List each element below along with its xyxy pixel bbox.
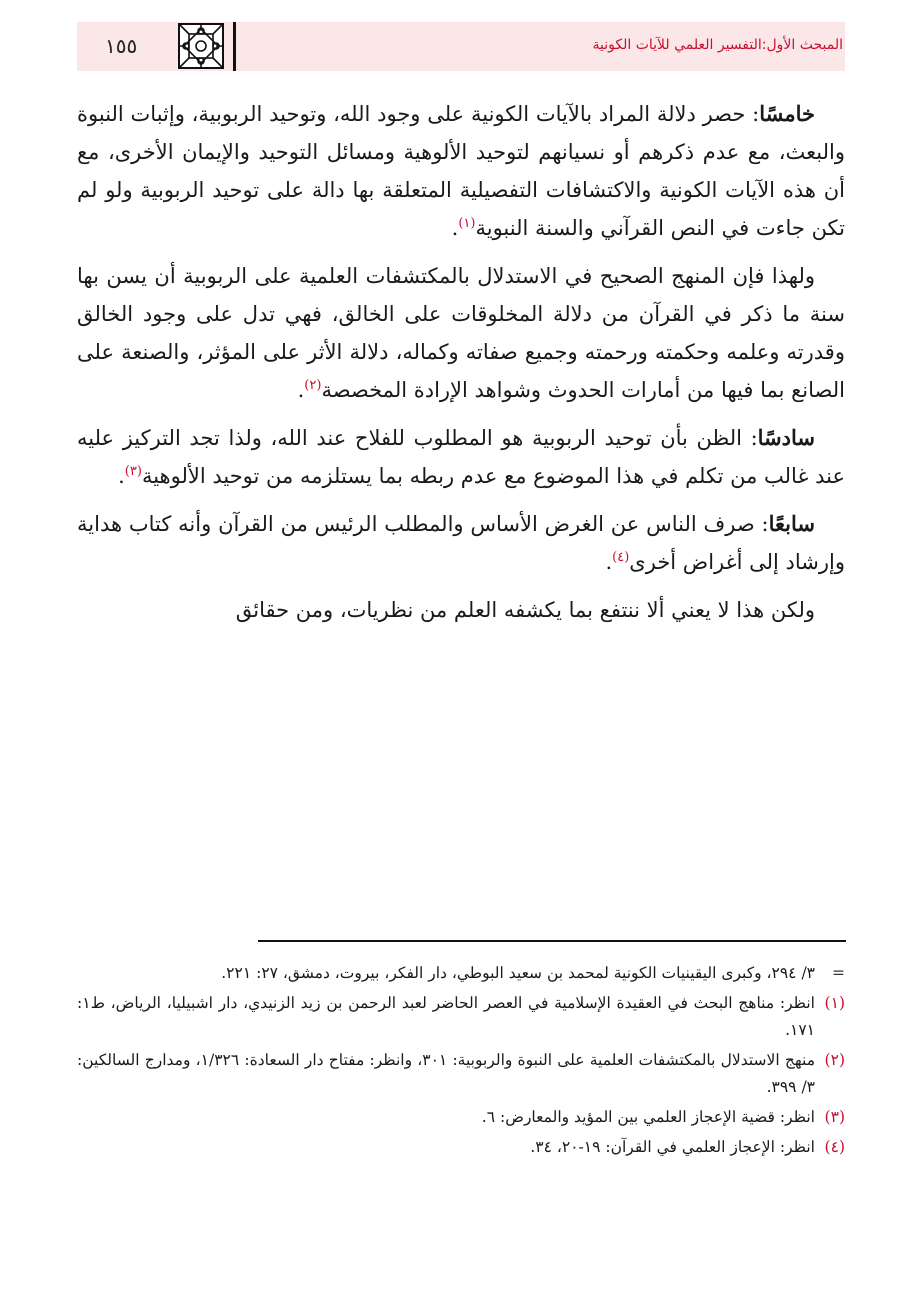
- paragraph-text: : حصر دلالة المراد بالآيات الكونية على وجود الله، وتوحيد الربوبية، وإثبات النبوة والبعث، مع عدم ذكرهم أو نسيانهم لتوحيد الألوهية ومسائل التوحيد والإيمان الأخرى، مع أن هذه الآيات الكونية والاكتشافات التفصيلية المتعلقة بها دالة على توحيد الربوبية ولو لم تكن جاءت في النص القرآني والسنة النبوية: [77, 102, 845, 240]
- footnote-mark: (٣): [824, 1108, 845, 1126]
- footnote-mark: (٤): [824, 1138, 845, 1156]
- paragraph-fifth: [77, 95, 845, 247]
- footnote-3: [77, 1104, 845, 1131]
- paragraph-method: [77, 257, 845, 409]
- footnote-text: ٣/ ٢٩٤، وكبرى اليقينيات الكونية لمحمد بن سعيد البوطي، دار الفكر، بيروت، دمشق، ٢٧: ٢٢١.: [221, 964, 815, 982]
- footnote-separator: [258, 940, 846, 942]
- footnote-ref[interactable]: (٤): [612, 550, 630, 565]
- paragraph-however: [77, 591, 845, 629]
- paragraph-text: : صرف الناس عن الغرض الأساس والمطلب الرئيس من القرآن وأنه كتاب هداية وإرشاد إلى أغراض أخرى: [77, 512, 845, 574]
- footnote-mark: =: [832, 964, 845, 982]
- footnote-ref[interactable]: (١): [458, 216, 476, 231]
- header-divider: [233, 22, 236, 71]
- paragraph-text: ولكن هذا لا يعني ألا ننتفع بما يكشفه العلم من نظريات، ومن حقائق: [235, 598, 815, 622]
- paragraph-sixth: [77, 419, 845, 495]
- paragraph-text: : الظن بأن توحيد الربوبية هو المطلوب للفلاح عند الله، ولذا تجد التركيز عليه عند غالب من تكلم في هذا الموضوع مع عدم ربطه بما يستلزمه من توحيد الألوهية: [77, 426, 845, 488]
- lead-word: خامسًا: [759, 101, 815, 126]
- lead-word: سادسًا: [757, 425, 815, 450]
- footnotes: [77, 960, 845, 1164]
- period: .: [451, 216, 459, 240]
- lead-word: سابعًا: [768, 511, 815, 536]
- footnote-1: [77, 990, 845, 1044]
- page-header: [77, 22, 845, 71]
- period: .: [297, 378, 305, 402]
- footnote-text: انظر: مناهج البحث في العقيدة الإسلامية في العصر الحاضر لعبد الرحمن بن زيد الزنيدي، دار اشبيليا، الرياض، ط١: ١٧١.: [77, 994, 815, 1039]
- paragraph-text: ولهذا فإن المنهج الصحيح في الاستدلال بالمكتشفات العلمية على الربوبية أن يسن بها سنة ما ذكر في القرآن من دلالة المخلوقات على الخالق، فهي تدل على وجود الخالق وقدرته وعلمه وحكمته ورحمته وجميع صفاته وكماله، دلالة الأثر على المؤثر، والصنعة على الصانع بما فيها من أمارات الحدوث وشواهد الإرادة المخصصة: [77, 264, 845, 402]
- main-text: [77, 95, 845, 639]
- period: .: [605, 550, 613, 574]
- footnote-mark: (١): [824, 994, 845, 1012]
- paragraph-seventh: [77, 505, 845, 581]
- period: .: [118, 464, 125, 488]
- footnote-ref[interactable]: (٢): [304, 378, 322, 393]
- running-title: المبحث الأول:التفسير العلمي للآيات الكونية: [592, 37, 843, 53]
- footnote-continuation: [77, 960, 845, 987]
- footnote-mark: (٢): [824, 1051, 845, 1069]
- footnote-4: [77, 1134, 845, 1161]
- footnote-text: منهج الاستدلال بالمكتشفات العلمية على النبوة والربوبية: ٣٠١، وانظر: مفتاح دار السعادة: ١/٣٢٦، ومدارج السالكين: ٣/ ٣٩٩.: [77, 1051, 816, 1096]
- footnote-2: [77, 1047, 845, 1101]
- footnote-text: انظر: الإعجاز العلمي في القرآن: ١٩-٢٠، ٣٤.: [530, 1138, 815, 1156]
- footnote-text: انظر: قضية الإعجاز العلمي بين المؤيد والمعارض: ٦.: [481, 1108, 815, 1126]
- geometric-star-ornament-icon: [178, 23, 224, 69]
- page-number: ١٥٥: [105, 34, 138, 58]
- footnote-ref[interactable]: (٣): [124, 464, 142, 479]
